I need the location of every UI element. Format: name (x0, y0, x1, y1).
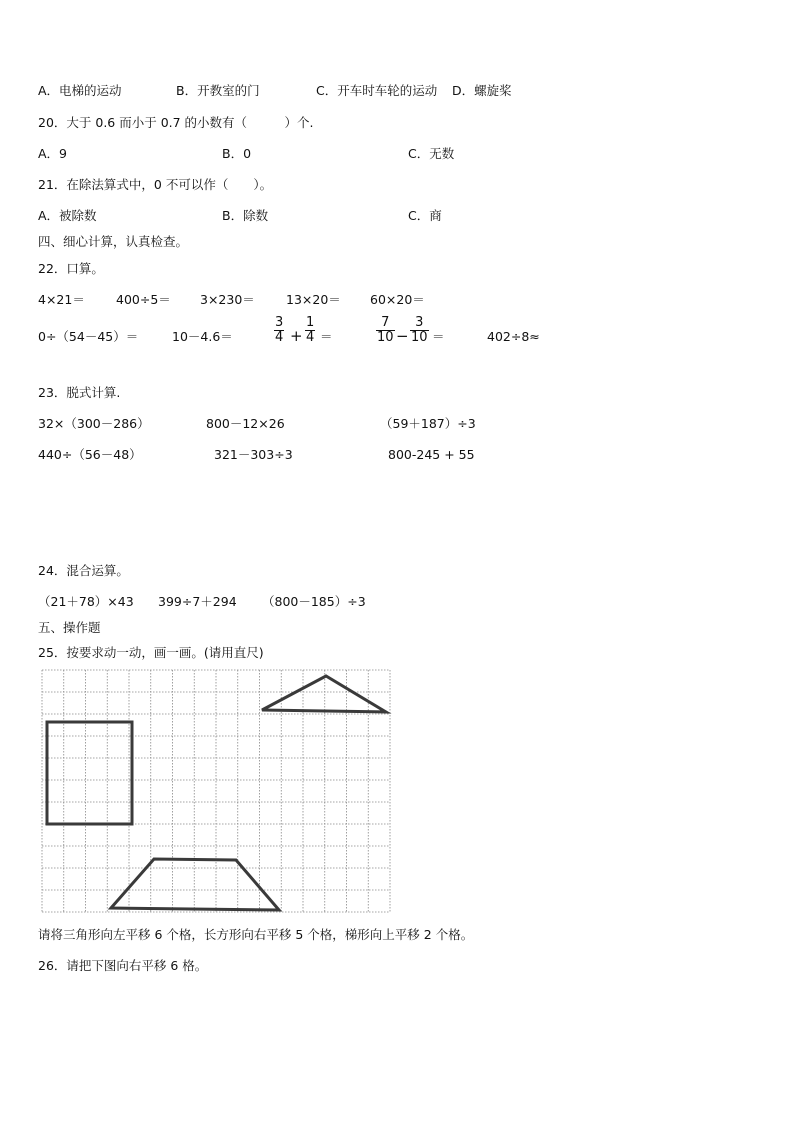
q22-item: 402÷8≈ (487, 329, 540, 344)
minus-sign: − (396, 327, 409, 345)
equals-sign: ＝ (432, 329, 445, 344)
fraction-1-4 (305, 316, 315, 345)
q19-option-c: C．开车时车轮的运动 (316, 83, 438, 98)
numerator: 1 (306, 315, 315, 330)
q23-item: （59＋187）÷3 (380, 416, 476, 431)
q22-item: 400÷5＝ (116, 292, 171, 307)
q21-option-b: B．除数 (222, 208, 269, 223)
section-4-heading: 四、细心计算，认真检查。 (38, 234, 189, 249)
dotted-grid (42, 670, 390, 912)
q22-item: 60×20＝ (370, 292, 425, 307)
translation-grid-figure (40, 668, 392, 914)
numerator: 7 (381, 315, 390, 330)
q20-option-c: C．无数 (408, 146, 455, 161)
q22-stem: 22．口算。 (38, 261, 104, 276)
fraction-3-4 (274, 316, 284, 345)
q20-option-b: B．0 (222, 146, 252, 161)
denominator: 10 (377, 330, 394, 345)
q23-item: 800-245 + 55 (388, 447, 475, 462)
q21-option-a: A．被除数 (38, 208, 97, 223)
q24-item: （21＋78）×43 (38, 594, 134, 609)
q22-item: 3×230＝ (200, 292, 255, 307)
rectangle-shape (47, 722, 132, 824)
q21-option-c: C．商 (408, 208, 442, 223)
q25-instruction: 请将三角形向左平移 6 个格，长方形向右平移 5 个格，梯形向上平移 2 个格。 (38, 927, 474, 942)
q25-stem: 25．按要求动一动，画一画。(请用直尺) (38, 645, 264, 660)
triangle-shape (262, 676, 386, 712)
q23-item: 800－12×26 (206, 416, 285, 431)
denominator: 10 (411, 330, 428, 345)
denominator: 4 (306, 330, 315, 345)
q24-item: 399÷7＋294 (158, 594, 237, 609)
numerator: 3 (415, 315, 424, 330)
q23-stem: 23．脱式计算. (38, 385, 121, 400)
plus-sign: + (290, 327, 303, 345)
q24-stem: 24．混合运算。 (38, 563, 129, 578)
numerator: 3 (275, 315, 284, 330)
q20-stem: 20．大于 0.6 而小于 0.7 的小数有（ ）个. (38, 115, 314, 130)
trapezoid-shape (111, 859, 279, 910)
q22-item: 0÷（54－45）＝ (38, 329, 139, 344)
equals-sign: ＝ (320, 329, 333, 344)
q23-item: 440÷（56－48） (38, 447, 142, 462)
denominator: 4 (275, 330, 284, 345)
q22-item: 4×21＝ (38, 292, 85, 307)
q20-option-a: A．9 (38, 146, 68, 161)
q19-option-a: A．电梯的运动 (38, 83, 122, 98)
fraction-7-10 (376, 316, 395, 345)
q19-option-d: D．螺旋桨 (452, 83, 512, 98)
q24-item: （800－185）÷3 (262, 594, 366, 609)
section-5-heading: 五、操作题 (38, 620, 101, 635)
q22-item: 10－4.6＝ (172, 329, 233, 344)
fraction-3-10 (410, 316, 429, 345)
q19-option-b: B．开教室的门 (176, 83, 260, 98)
q26-stem: 26．请把下图向右平移 6 格。 (38, 958, 208, 973)
q21-stem: 21．在除法算式中，0 不可以作（ ）。 (38, 177, 273, 192)
q23-item: 321－303÷3 (214, 447, 293, 462)
q23-item: 32×（300－286） (38, 416, 150, 431)
q22-item: 13×20＝ (286, 292, 341, 307)
